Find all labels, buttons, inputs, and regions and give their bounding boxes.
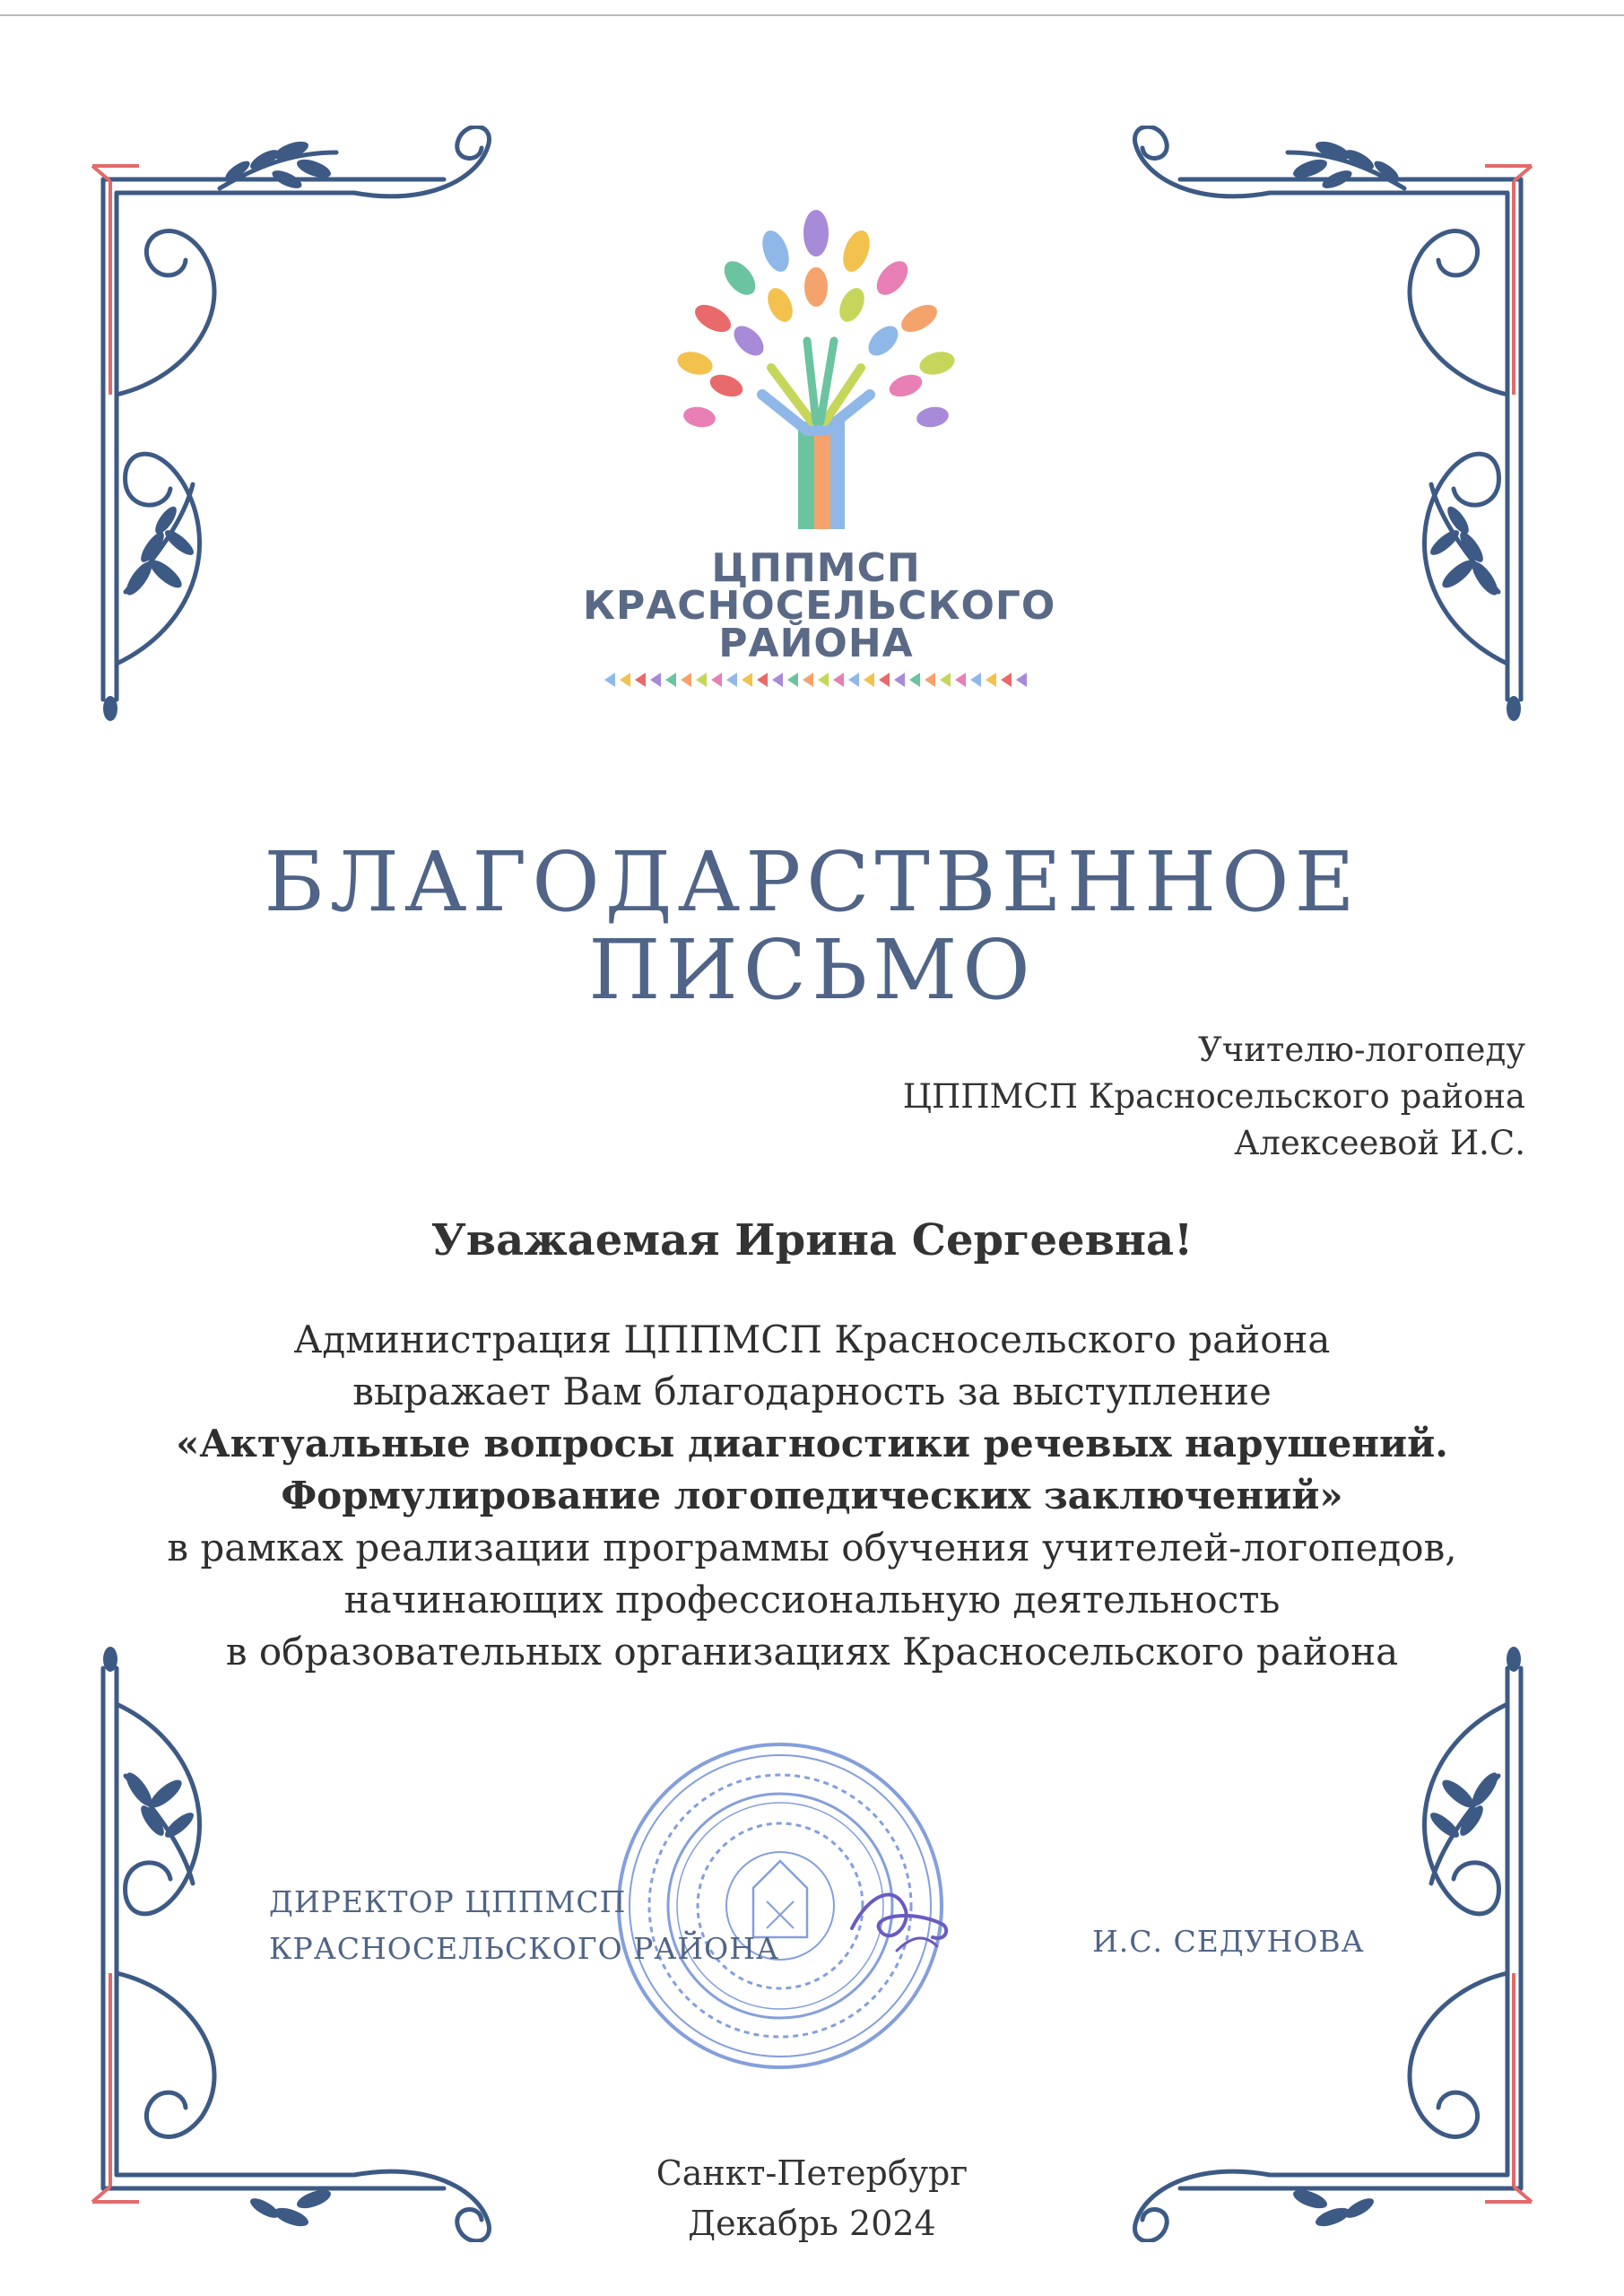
logo-triangle <box>726 673 737 687</box>
logo-triangle <box>864 673 874 687</box>
logo-line-3: РАЙОНА <box>718 621 914 666</box>
recipient-line-2: ЦППМСП Красносельского района <box>902 1077 1525 1116</box>
logo-triangle <box>909 673 920 687</box>
logo-triangle <box>681 673 691 687</box>
logo-triangle <box>696 673 707 687</box>
floral-ornament-icon <box>85 126 551 771</box>
logo-triangle <box>925 673 935 687</box>
body-line-2: выражает Вам благодарность за выступление <box>352 1370 1272 1413</box>
footer-date: Декабрь 2024 <box>688 2204 936 2243</box>
logo-triangle <box>879 673 890 687</box>
corner-ornament-top-right <box>1073 126 1539 771</box>
footer-city: Санкт-Петербург <box>656 2153 968 2193</box>
logo-triangle <box>604 673 615 687</box>
logo-line-2: КРАСНОСЕЛЬСКОГО <box>583 583 1056 629</box>
logo-triangle <box>986 673 996 687</box>
body-line-6: начинающих профессиональную деятельность <box>343 1578 1281 1622</box>
corner-ornament-bottom-right <box>1073 1596 1539 2242</box>
organization-logo <box>583 206 1056 709</box>
recipient-line-3: Алексеевой И.С. <box>1234 1124 1525 1162</box>
floral-ornament-icon <box>1073 1596 1539 2242</box>
logo-triangle <box>711 673 722 687</box>
logo-triangle <box>894 673 905 687</box>
triangle-row-icon <box>603 671 1029 689</box>
logo-triangle <box>955 673 966 687</box>
logo-triangle <box>742 673 752 687</box>
tree-hands-logo-icon <box>637 206 995 547</box>
logo-triangle <box>848 673 859 687</box>
logo-triangle <box>650 673 661 687</box>
logo-line-1: ЦППМСП <box>711 545 921 591</box>
logo-triangle <box>803 673 813 687</box>
scan-edge-line <box>0 14 1624 16</box>
logo-triangle <box>818 673 829 687</box>
signatory-name: И.С. СЕДУНОВА <box>1092 1924 1365 1959</box>
logo-triangle <box>970 673 981 687</box>
body-line-1: Администрация ЦППМСП Красносельского района <box>293 1318 1331 1361</box>
recipient-line-1: Учителю-логопеду <box>1198 1031 1525 1069</box>
place-and-date <box>0 2148 1624 2248</box>
logo-triangle <box>620 673 630 687</box>
salutation: Уважаемая Ирина Сергеевна! <box>430 1215 1194 1265</box>
logo-triangle <box>772 673 783 687</box>
logo-triangle <box>635 673 646 687</box>
body-line-5: в рамках реализации программы обучения учителей-логопедов, <box>167 1526 1457 1570</box>
logo-triangle <box>940 673 951 687</box>
signatory-position <box>269 1879 779 1972</box>
corner-ornament-top-left <box>85 126 551 771</box>
document-title-line-2: ПИСЬМО <box>588 922 1036 1018</box>
signatory-position-line-2: КРАСНОСЕЛЬСКОГО РАЙОНА <box>269 1931 779 1966</box>
logo-triangle <box>1001 673 1012 687</box>
body-line-3-topic: «Актуальные вопросы диагностики речевых нарушений. <box>176 1422 1448 1465</box>
body-line-7: в образовательных организациях Красносельского района <box>225 1630 1399 1674</box>
logo-triangle <box>665 673 676 687</box>
body-line-4-topic: Формулирование логопедических заключений» <box>281 1474 1343 1518</box>
floral-ornament-icon <box>1073 126 1539 771</box>
logo-triangle <box>757 673 768 687</box>
document-title-line-1: БЛАГОДАРСТВЕННОЕ <box>264 834 1360 930</box>
handwritten-signature-icon <box>843 1874 960 1964</box>
signatory-position-line-1: ДИРЕКТОР ЦППМСП <box>269 1884 627 1919</box>
logo-triangle <box>787 673 798 687</box>
letter-body <box>54 1314 1570 1678</box>
logo-triangle <box>833 673 844 687</box>
recipient-block <box>903 1027 1525 1167</box>
logo-triangle <box>1016 673 1027 687</box>
